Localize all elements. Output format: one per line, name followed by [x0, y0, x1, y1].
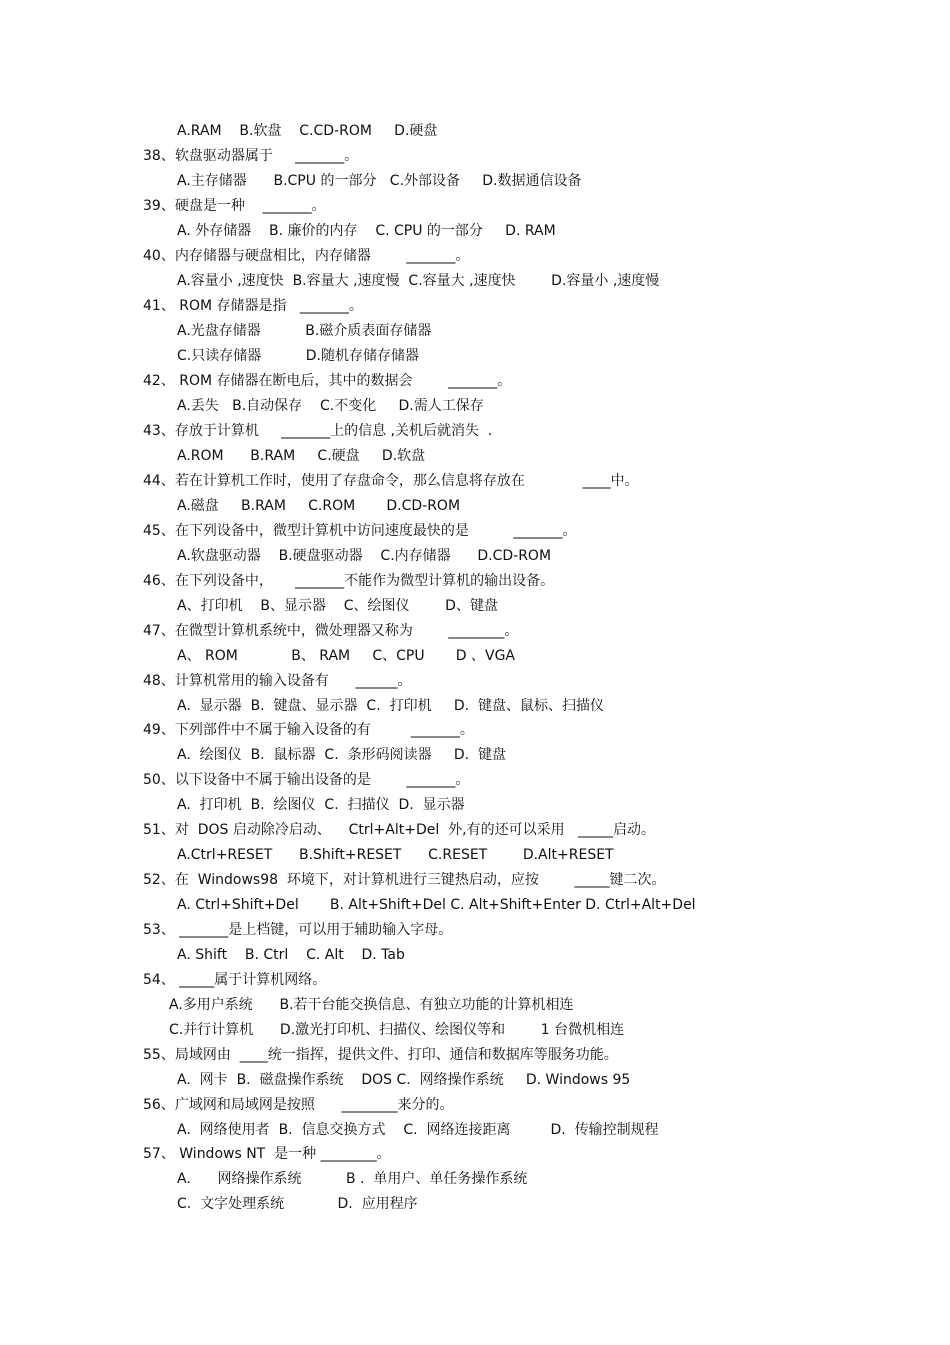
option-line: A. 外存储器 B. 廉价的内存 C. CPU 的一部分 D. RAM — [177, 223, 556, 239]
question-line: 51、对 DOS 启动除冷启动、 Ctrl+Alt+Del 外,有的还可以采用 _____启动。 — [143, 822, 655, 838]
question-line: 54、 _____属于计算机网络。 — [143, 972, 327, 988]
option-line: A.多用户系统 B.若干台能交换信息、有独立功能的计算机相连 — [169, 997, 574, 1013]
option-line: C.只读存储器 D.随机存储存储器 — [177, 348, 419, 364]
option-line: A. Shift B. Ctrl C. Alt D. Tab — [177, 947, 405, 963]
question-line: 47、在微型计算机系统中，微处理器又称为 ________。 — [143, 623, 519, 639]
option-line: A.容量小 ,速度快 B.容量大 ,速度慢 C.容量大 ,速度快 D.容量小 ,速度慢 — [177, 273, 660, 289]
option-line: C.并行计算机 D.激光打印机、扫描仪、绘图仪等和 1 台微机相连 — [169, 1022, 625, 1038]
option-line: A、 ROM B、 RAM C、CPU D 、VGA — [177, 648, 516, 664]
option-line: A. 打印机 B. 绘图仪 C. 扫描仪 D. 显示器 — [177, 797, 465, 813]
question-line: 41、 ROM 存储器是指 _______。 — [143, 298, 363, 314]
question-line: 53、 _______是上档键，可以用于辅助输入字母。 — [143, 922, 453, 938]
question-line: 42、 ROM 存储器在断电后，其中的数据会 _______。 — [143, 373, 512, 389]
question-line: 55、局域网由 ____统一指挥，提供文件、打印、通信和数据库等服务功能。 — [143, 1047, 618, 1063]
option-line: A. 绘图仪 B. 鼠标器 C. 条形码阅读器 D. 键盘 — [177, 747, 506, 763]
option-line: A、打印机 B、显示器 C、绘图仪 D、键盘 — [177, 598, 498, 614]
option-line: A.RAM B.软盘 C.CD-ROM D.硬盘 — [177, 123, 438, 139]
option-line: C. 文字处理系统 D. 应用程序 — [177, 1196, 418, 1212]
option-line: A.ROM B.RAM C.硬盘 D.软盘 — [177, 448, 426, 464]
option-line: A.磁盘 B.RAM C.ROM D.CD-ROM — [177, 498, 461, 514]
option-line: A.软盘驱动器 B.硬盘驱动器 C.内存储器 D.CD-ROM — [177, 548, 552, 564]
question-line: 46、在下列设备中， _______不能作为微型计算机的输出设备。 — [143, 573, 555, 589]
option-line: A.主存储器 B.CPU 的一部分 C.外部设备 D.数据通信设备 — [177, 173, 582, 189]
option-line: A. Ctrl+Shift+Del B. Alt+Shift+Del C. Alt+Shift+Enter D. Ctrl+Alt+Del — [177, 897, 696, 913]
question-line: 57、 Windows NT 是一种 ________。 — [143, 1146, 391, 1162]
question-line: 44、若在计算机工作时，使用了存盘命令，那么信息将存放在 ____中。 — [143, 473, 639, 489]
question-line: 40、内存储器与硬盘相比，内存储器 _______。 — [143, 248, 470, 264]
question-line: 52、在 Windows98 环境下，对计算机进行三键热启动，应按 _____键二次。 — [143, 872, 666, 888]
option-line: A.光盘存储器 B.磁介质表面存储器 — [177, 323, 432, 339]
question-line: 39、硬盘是一种 _______。 — [143, 198, 326, 214]
option-line: A.丢失 B.自动保存 C.不变化 D.需人工保存 — [177, 398, 484, 414]
question-line: 38、软盘驱动器属于 _______。 — [143, 148, 359, 164]
question-line: 43、存放于计算机 _______上的信息 ,关机后就消失 . — [143, 423, 493, 439]
option-line: A. 网络操作系统 B . 单用户、单任务操作系统 — [177, 1171, 528, 1187]
question-line: 48、计算机常用的输入设备有 ______。 — [143, 673, 412, 689]
question-line: 50、以下设备中不属于输出设备的是 _______。 — [143, 772, 470, 788]
question-line: 56、广域网和局域网是按照 ________来分的。 — [143, 1097, 454, 1113]
question-line: 45、在下列设备中，微型计算机中访问速度最快的是 _______。 — [143, 523, 577, 539]
option-line: A. 网卡 B. 磁盘操作系统 DOS C. 网络操作系统 D. Windows 95 — [177, 1072, 631, 1088]
option-line: A. 显示器 B. 键盘、显示器 C. 打印机 D. 键盘、鼠标、扫描仪 — [177, 698, 604, 714]
question-line: 49、下列部件中不属于输入设备的有 _______。 — [143, 722, 474, 738]
option-line: A. 网络使用者 B. 信息交换方式 C. 网络连接距离 D. 传输控制规程 — [177, 1122, 659, 1138]
option-line: A.Ctrl+RESET B.Shift+RESET C.RESET D.Alt+RESET — [177, 847, 614, 863]
